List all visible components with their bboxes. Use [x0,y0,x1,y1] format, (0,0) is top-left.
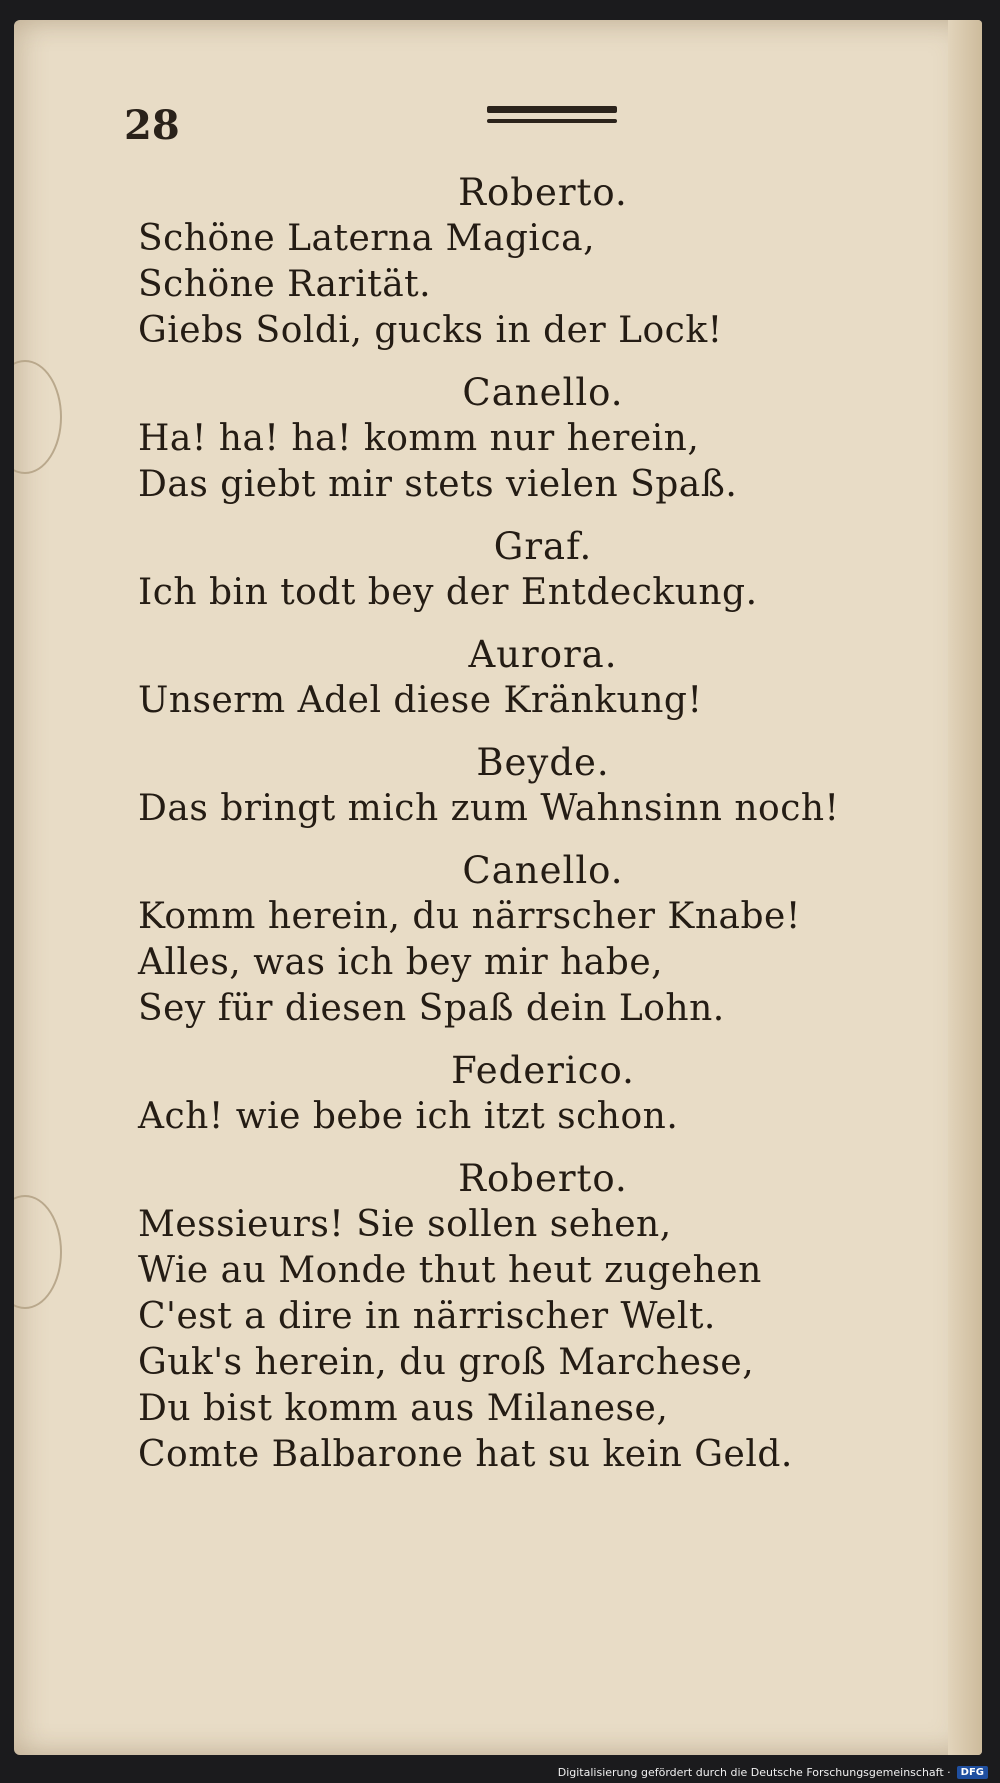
verse-line: Du bist komm aus Milanese, [138,1388,669,1429]
speaker-name: Roberto. [458,171,628,214]
digitization-footer [558,1766,988,1779]
verse-line: Unserm Adel diese Kränkung! [138,680,703,721]
verse-line: Guk's herein, du groß Marchese, [138,1342,755,1383]
play-text [138,170,898,1478]
speaker-name: Graf. [493,525,593,568]
verse-line: Ich bin todt bey der Entdeckung. [138,572,758,613]
verse-line: Ha! ha! ha! komm nur herein, [138,418,700,459]
verse-line: C'est a dire in närrischer Welt. [138,1296,716,1337]
speaker-name: Canello. [462,371,624,414]
verse-line: Comte Balbarone hat su kein Geld. [138,1434,793,1475]
verse-line: Alles, was ich bey mir habe, [138,942,664,983]
verse-line: Sey für diesen Spaß dein Lohn. [138,988,725,1029]
verse-line: Messieurs! Sie sollen sehen, [138,1204,672,1245]
verse-line: Komm herein, du närrscher Knabe! [138,896,801,937]
speaker-name: Beyde. [476,741,610,784]
page-edge [948,20,982,1755]
footer-text: Digitalisierung gefördert durch die Deutsche Forschungsgemeinschaft · [557,1766,951,1779]
dfg-logo: DFG [957,1766,988,1779]
binding-tab-bottom [14,1195,62,1309]
verse-line: Schöne Laterna Magica, [138,218,596,259]
speaker-name: Federico. [451,1049,635,1092]
page-number: 28 [124,102,180,149]
speaker-name: Aurora. [468,633,618,676]
book-page [14,20,982,1755]
verse-line: Ach! wie bebe ich itzt schon. [138,1096,679,1137]
verse-line: Das giebt mir stets vielen Spaß. [138,464,738,505]
verse-line: Giebs Soldi, gucks in der Lock! [138,310,723,351]
verse-line: Schöne Rarität. [138,264,432,305]
speaker-name: Canello. [462,849,624,892]
verse-line: Wie au Monde thut heut zugehen [138,1250,762,1291]
header-rule [487,106,617,128]
verse-line: Das bringt mich zum Wahnsinn noch! [138,788,840,829]
speaker-name: Roberto. [458,1157,628,1200]
binding-tab-top [14,360,62,474]
